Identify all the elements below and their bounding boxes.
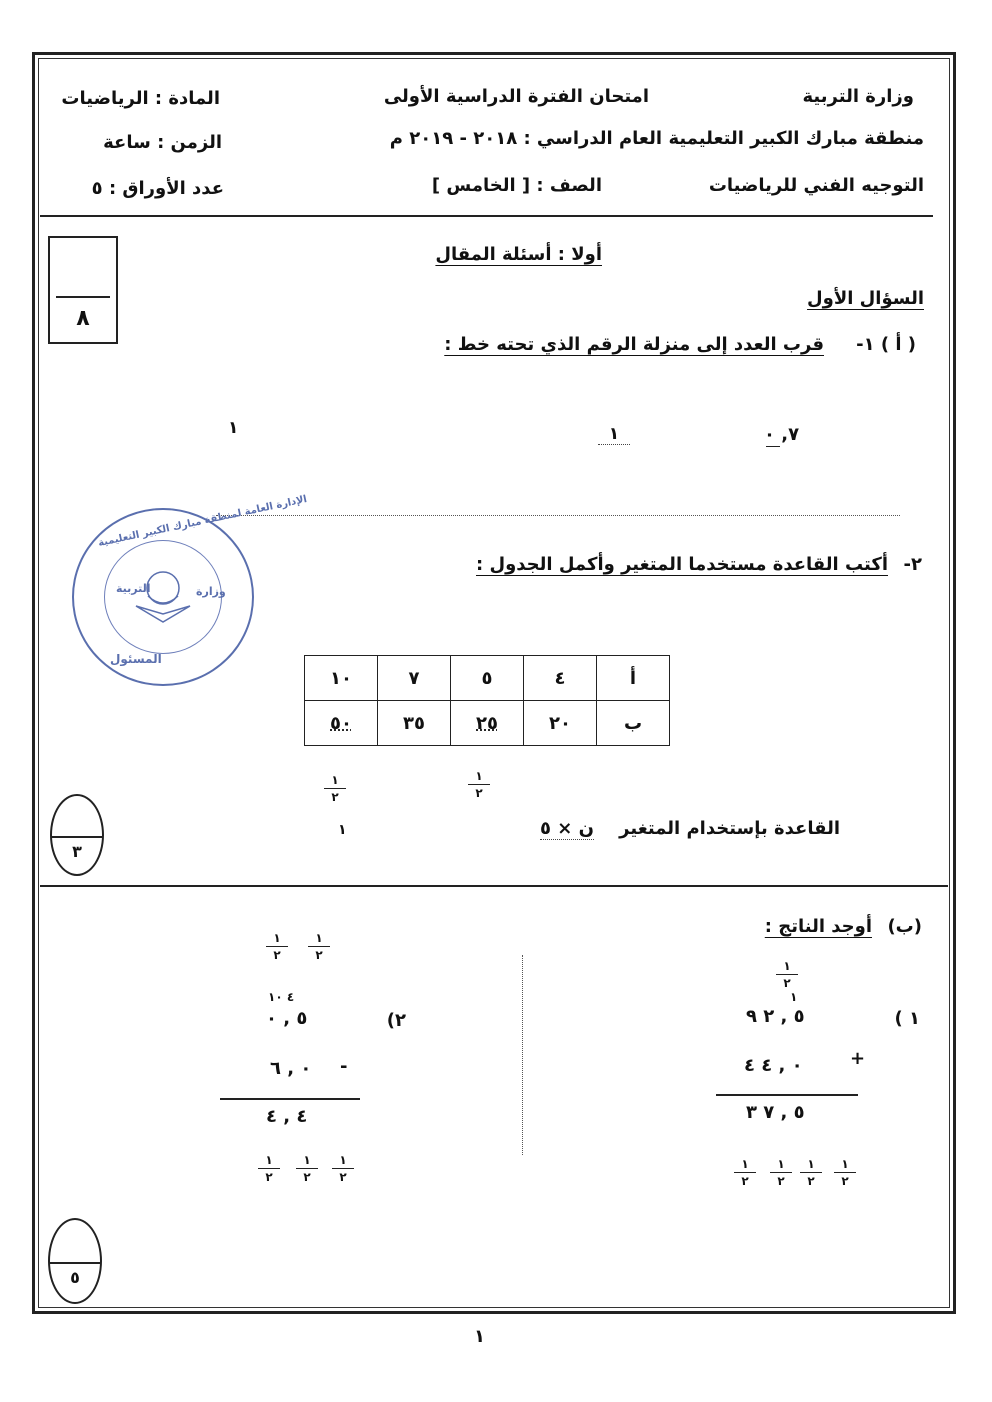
half-mark — [774, 958, 800, 991]
part-a-label: ( أ ) ١- — [856, 334, 916, 355]
frac-den: ٢ — [273, 948, 281, 962]
frac-den: ٢ — [315, 948, 323, 962]
problem2-result: ٤ , ٤ — [266, 1106, 308, 1127]
frac-num: ١ — [777, 1157, 785, 1171]
score-box — [48, 236, 118, 344]
half-mark — [264, 930, 290, 963]
frac-num: ١ — [741, 1157, 749, 1171]
half-mark — [306, 930, 332, 963]
frac-num: ١ — [331, 773, 339, 787]
academic-year: العام الدراسي : ٢٠١٨ - ٢٠١٩ م — [389, 128, 662, 149]
table-cell: ٣٥ — [378, 701, 451, 746]
section-title: أولا : أسئلة المقال — [435, 244, 602, 265]
question1-title: السؤال الأول — [807, 288, 924, 309]
score-circle-2-value: ٥ — [70, 1268, 80, 1287]
table-cell: ١٠ — [305, 656, 378, 701]
rule-label: القاعدة بإستخدام المتغير — [619, 818, 840, 839]
frac-num: ١ — [339, 1153, 347, 1167]
carry-digit: ١ — [790, 990, 798, 1004]
half-mark — [294, 1152, 320, 1185]
exam-title: امتحان الفترة الدراسية الأولى — [383, 86, 649, 107]
score-circle-2 — [48, 1218, 102, 1304]
pages-label: عدد الأوراق : ٥ — [91, 178, 224, 199]
ministry-name: وزارة التربية — [802, 86, 914, 107]
frac-num: ١ — [841, 1157, 849, 1171]
table-row-a — [305, 656, 670, 701]
score-circle-1-value: ٣ — [72, 842, 82, 861]
time-label: الزمن : ساعة — [103, 132, 222, 153]
table-cell: ٢٠ — [524, 701, 597, 746]
frac-num: ١ — [315, 931, 323, 945]
district-name: منطقة مبارك الكبير التعليمية — [668, 128, 924, 149]
section-divider — [40, 885, 948, 887]
stamp-left-word: التربية — [116, 582, 151, 595]
frac-num: ١ — [273, 931, 281, 945]
table-cell: ٤ — [524, 656, 597, 701]
answer-a3: ١ — [228, 418, 239, 438]
problem1-top: ٥ , ٢ ٩ — [746, 1006, 805, 1027]
answer-a2: ١ — [598, 424, 630, 445]
half-mark — [798, 1156, 824, 1189]
part-b-instruction: أوجد الناتج : — [764, 916, 872, 937]
frac-den: ٢ — [475, 786, 483, 800]
rule-value: ن × ٥ — [540, 818, 594, 839]
problem1-sum-line — [716, 1094, 858, 1096]
stamp-right-word: وزارة — [196, 585, 226, 598]
stamp-ring-text: الإدارة العامة لمنطقة مبارك الكبير التعليمية — [97, 493, 308, 550]
borrow-digits: ٤ ١٠ — [268, 990, 295, 1004]
answer-a1-underline — [766, 446, 780, 447]
frac-num: ١ — [783, 959, 791, 973]
variable-table — [304, 655, 670, 746]
one-mark: ١ — [338, 822, 347, 838]
subject-label: المادة : الرياضيات — [61, 88, 220, 109]
part2-label: ٢- — [903, 554, 922, 575]
table-cell: ٢٥ — [451, 701, 524, 746]
frac-den: ٢ — [265, 1170, 273, 1184]
score-circle-1 — [50, 794, 104, 876]
table-cell: ٥٠ — [305, 701, 378, 746]
problem2-diff-line — [220, 1098, 360, 1100]
frac-den: ٢ — [303, 1170, 311, 1184]
score-box-divider — [56, 296, 110, 298]
problem1-result: ٥ , ٧ ٣ — [746, 1102, 805, 1123]
half-mark — [330, 1152, 356, 1185]
score-circle-divider — [52, 836, 102, 838]
supervision-name: التوجيه الفني للرياضيات — [708, 175, 924, 196]
part-b-label: (ب) — [887, 916, 922, 937]
page-number: ١ — [474, 1326, 485, 1347]
problem2-top: ٥ , ٠ — [266, 1008, 308, 1029]
problem2-second: ٠ , ٦ — [270, 1058, 312, 1079]
half-mark — [832, 1156, 858, 1189]
score-circle-divider — [50, 1262, 100, 1264]
frac-num: ١ — [265, 1153, 273, 1167]
grade-label: الصف : [ الخامس ] — [431, 175, 602, 196]
half-mark — [732, 1156, 758, 1189]
frac-den: ٢ — [841, 1174, 849, 1188]
table-row-b — [305, 701, 670, 746]
stamp-bottom-word: المسئول — [110, 652, 162, 666]
answer-a1: ٧, ٠ — [764, 424, 800, 445]
table-cell: ب — [597, 701, 670, 746]
emblem-icon — [128, 560, 198, 630]
frac-num: ١ — [475, 769, 483, 783]
half-mark — [322, 772, 348, 805]
part2-instruction: أكتب القاعدة مستخدما المتغير وأكمل الجدول : — [476, 554, 888, 575]
half-mark — [256, 1152, 282, 1185]
frac-den: ٢ — [783, 976, 791, 990]
frac-den: ٢ — [331, 790, 339, 804]
problem2-label: ٢) — [386, 1010, 406, 1031]
frac-num: ١ — [303, 1153, 311, 1167]
problem1-second: ٠ , ٤ ٤ — [744, 1055, 803, 1076]
header-divider — [40, 215, 933, 217]
frac-den: ٢ — [339, 1170, 347, 1184]
frac-den: ٢ — [807, 1174, 815, 1188]
frac-den: ٢ — [777, 1174, 785, 1188]
frac-den: ٢ — [741, 1174, 749, 1188]
half-mark — [466, 768, 492, 801]
plus-operator: + — [850, 1048, 866, 1069]
column-divider — [522, 955, 523, 1155]
table-cell: أ — [597, 656, 670, 701]
half-mark — [768, 1156, 794, 1189]
score-box-value: ٨ — [76, 306, 90, 331]
problem1-label: ١ ) — [894, 1008, 920, 1029]
minus-operator: - — [340, 1056, 348, 1077]
table-cell: ٥ — [451, 656, 524, 701]
answer-line — [216, 515, 900, 516]
frac-num: ١ — [807, 1157, 815, 1171]
part-a-instruction: قرب العدد إلى منزلة الرقم الذي تحته خط : — [444, 334, 824, 355]
table-cell: ٧ — [378, 656, 451, 701]
